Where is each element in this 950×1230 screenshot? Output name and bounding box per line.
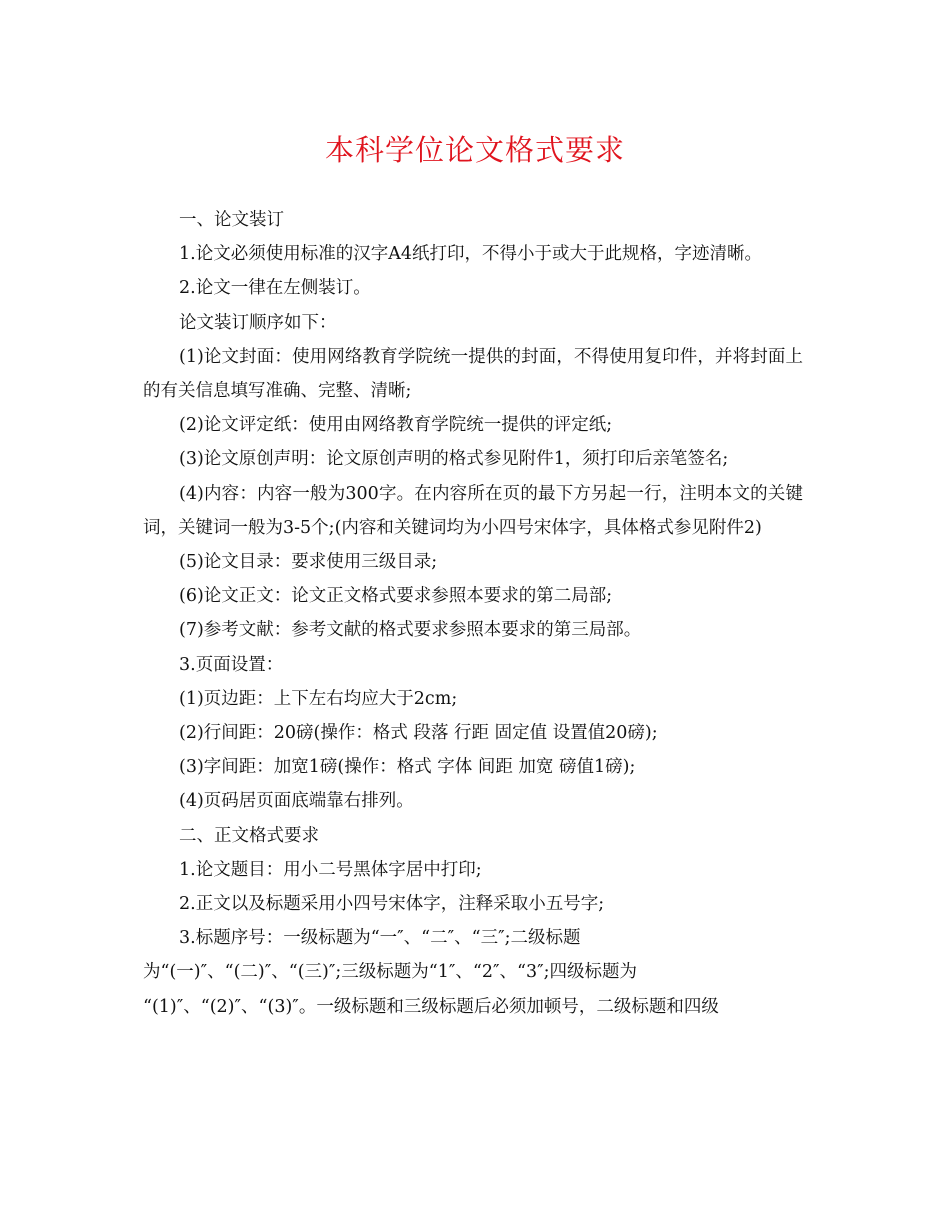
paragraph: (2)论文评定纸：使用由网络教育学院统一提供的评定纸; <box>179 415 613 436</box>
paragraph: (2)行间距：20磅(操作：格式 段落 行距 固定值 设置值20磅); <box>179 723 658 744</box>
paragraph: 2.论文一律在左侧装订。 <box>179 278 371 299</box>
paragraph: (4)页码居页面底端靠右排列。 <box>179 791 414 812</box>
document-title: 本科学位论文格式要求 <box>324 133 625 167</box>
document-body <box>143 203 803 1024</box>
paragraph: (7)参考文献：参考文献的格式要求参照本要求的第三局部。 <box>179 620 642 641</box>
paragraph: (3)论文原创声明：论文原创声明的格式参见附件1，须打印后亲笔签名; <box>179 449 729 470</box>
paragraph: 一、论文装订 <box>179 210 284 230</box>
paragraph: “(1)″、“(2)″、“(3)″。一级标题和三级标题后必须加顿号，二级标题和四级 <box>143 996 719 1017</box>
paragraph: 为“(一)″、“(二)″、“(三)″;三级标题为“1″、“2″、“3″;四级标题为 <box>143 962 638 983</box>
paragraph: (3)字间距：加宽1磅(操作：格式 字体 间距 加宽 磅值1磅); <box>179 757 636 778</box>
paragraph: 3.标题序号：一级标题为“一″、“二″、“三″;二级标题 <box>179 928 581 949</box>
paragraph: (6)论文正文：论文正文格式要求参照本要求的第二局部; <box>179 586 613 607</box>
paragraph: 1.论文必须使用标准的汉字A4纸打印，不得小于或大于此规格，字迹清晰。 <box>179 244 762 265</box>
paragraph: 论文装订顺序如下： <box>179 312 337 333</box>
paragraph: 二、正文格式要求 <box>179 825 319 846</box>
paragraph: (1)论文封面：使用网络教育学院统一提供的封面，不得使用复印件，并将封面上的有关信息填写准确、完整、清晰; <box>143 346 803 402</box>
paragraph: 3.页面设置： <box>179 654 284 675</box>
paragraph: 2.正文以及标题采用小四号宋体字，注释采取小五号字; <box>179 894 605 915</box>
paragraph: (1)页边距：上下左右均应大于2cm; <box>179 688 458 709</box>
paragraph: 1.论文题目：用小二号黑体字居中打印; <box>179 859 482 880</box>
paragraph: (5)论文目录：要求使用三级目录; <box>179 552 438 573</box>
paragraph: (4)内容：内容一般为300字。在内容所在页的最下方另起一行，注明本文的关键词，关键词一般为3-5个;(内容和关键词均为小四号宋体字，具体格式参见附件2) <box>143 483 803 538</box>
